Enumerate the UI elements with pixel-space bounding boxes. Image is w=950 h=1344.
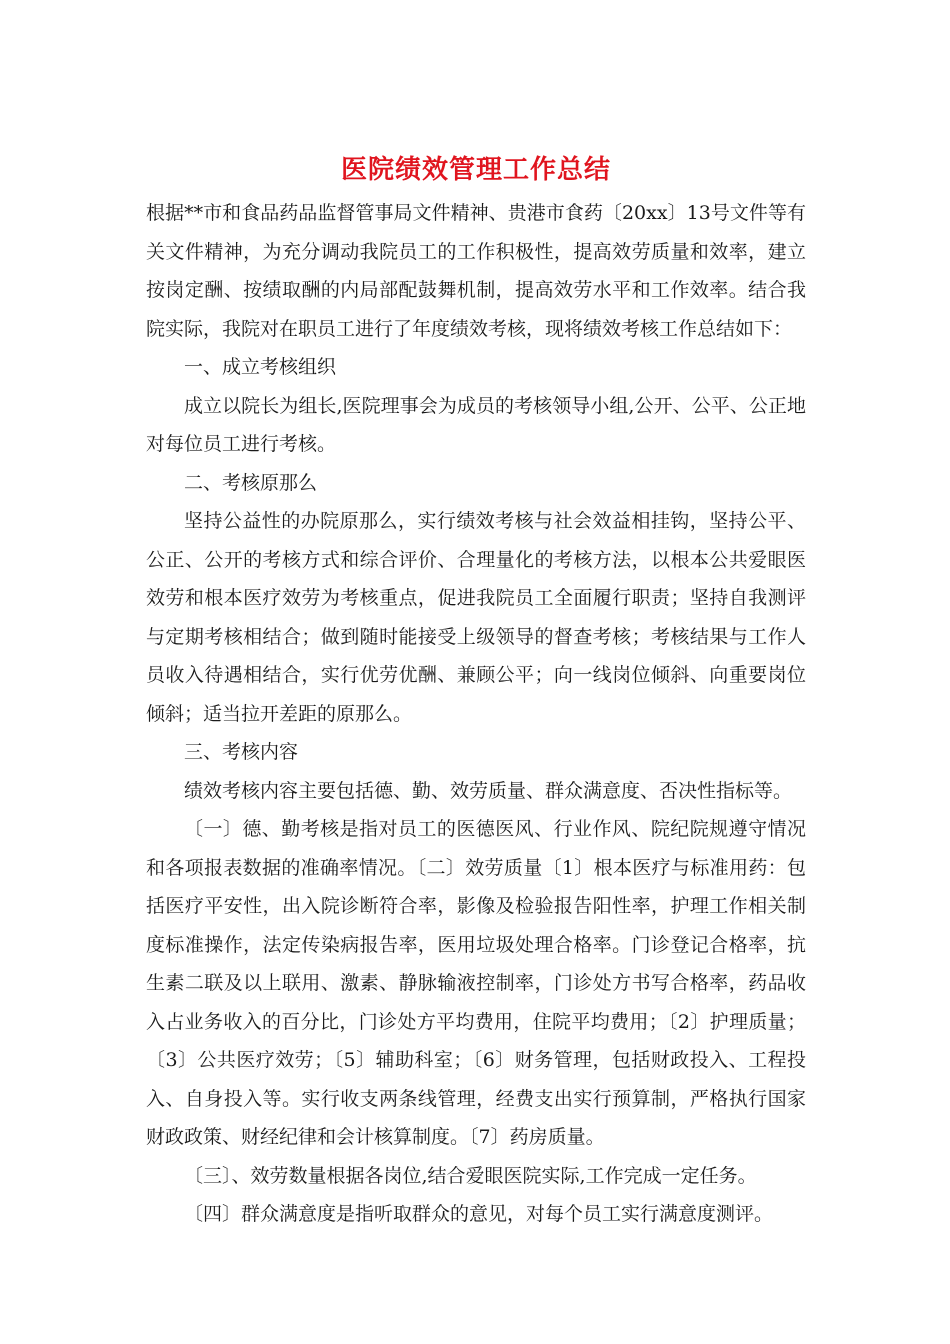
section-heading-content: 三、考核内容: [184, 741, 299, 763]
intro-paragraph: 根据**市和食品药品监督管事局文件精神、贵港市食药〔20xx〕13号文件等有关文件精神，为充分调动我院员工的工作积极性，提高效劳质量和效率，建立按岗定酬、按绩取酬的内局部配鼓舞机制，提高效劳水平和工作效率。结合我院实际，我院对在职员工进行了年度绩效考核，现将绩效考核工作总结如下：: [146, 202, 806, 340]
content-summary-paragraph: 绩效考核内容主要包括德、勤、效劳质量、群众满意度、否决性指标等。: [184, 779, 793, 802]
section-heading-principles: 二、考核原那么: [184, 471, 318, 494]
organization-paragraph: 成立以院长为组长,医院理事会为成员的考核领导小组,公开、公平、公正地对每位员工进行考核。: [146, 394, 806, 455]
section-heading-organization: 一、成立考核组织: [184, 356, 337, 378]
service-quantity-paragraph: 〔三〕、效劳数量根据各岗位,结合爱眼医院实际,工作完成一定任务。: [184, 1164, 757, 1187]
document-title: 医院绩效管理工作总结: [340, 155, 611, 185]
principles-paragraph: 坚持公益性的办院原那么，实行绩效考核与社会效益相挂钩，坚持公平、公正、公开的考核方式和综合评价、合理量化的考核方法，以根本公共爱眼医效劳和根本医疗效劳为考核重点，促进我院员工全面履行职责；坚持自我测评与定期考核相结合；做到随时能接受上级领导的督查考核；考核结果与工作人员收入待遇相结合，实行优劳优酬、兼顾公平；向一线岗位倾斜、向重要岗位倾斜；适当拉开差距的原那么。: [146, 510, 806, 725]
document-page: [146, 150, 806, 1234]
content-detail-paragraph: 〔一〕德、勤考核是指对员工的医德医风、行业作风、院纪院规遵守情况和各项报表数据的准确率情况。〔二〕效劳质量〔1〕根本医疗与标准用药：包括医疗平安性，出入院诊断符合率，影像及检验报告阳性率，护理工作相关制度标准操作，法定传染病报告率，医用垃圾处理合格率。门诊登记合格率，抗生素二联及以上联用、激素、静脉输液控制率，门诊处方书写合格率，药品收入占业务收入的百分比，门诊处方平均费用，住院平均费用；〔2〕护理质量；〔3〕公共医疗效劳；〔5〕辅助科室；〔6〕财务管理，包括财政投入、工程投入、自身投入等。实行收支两条线管理，经费支出实行预算制，严格执行国家财政政策、财经纪律和会计核算制度。〔7〕药房质量。: [146, 818, 806, 1148]
satisfaction-paragraph: 〔四〕群众满意度是指听取群众的意见，对每个员工实行满意度测评。: [184, 1203, 774, 1225]
